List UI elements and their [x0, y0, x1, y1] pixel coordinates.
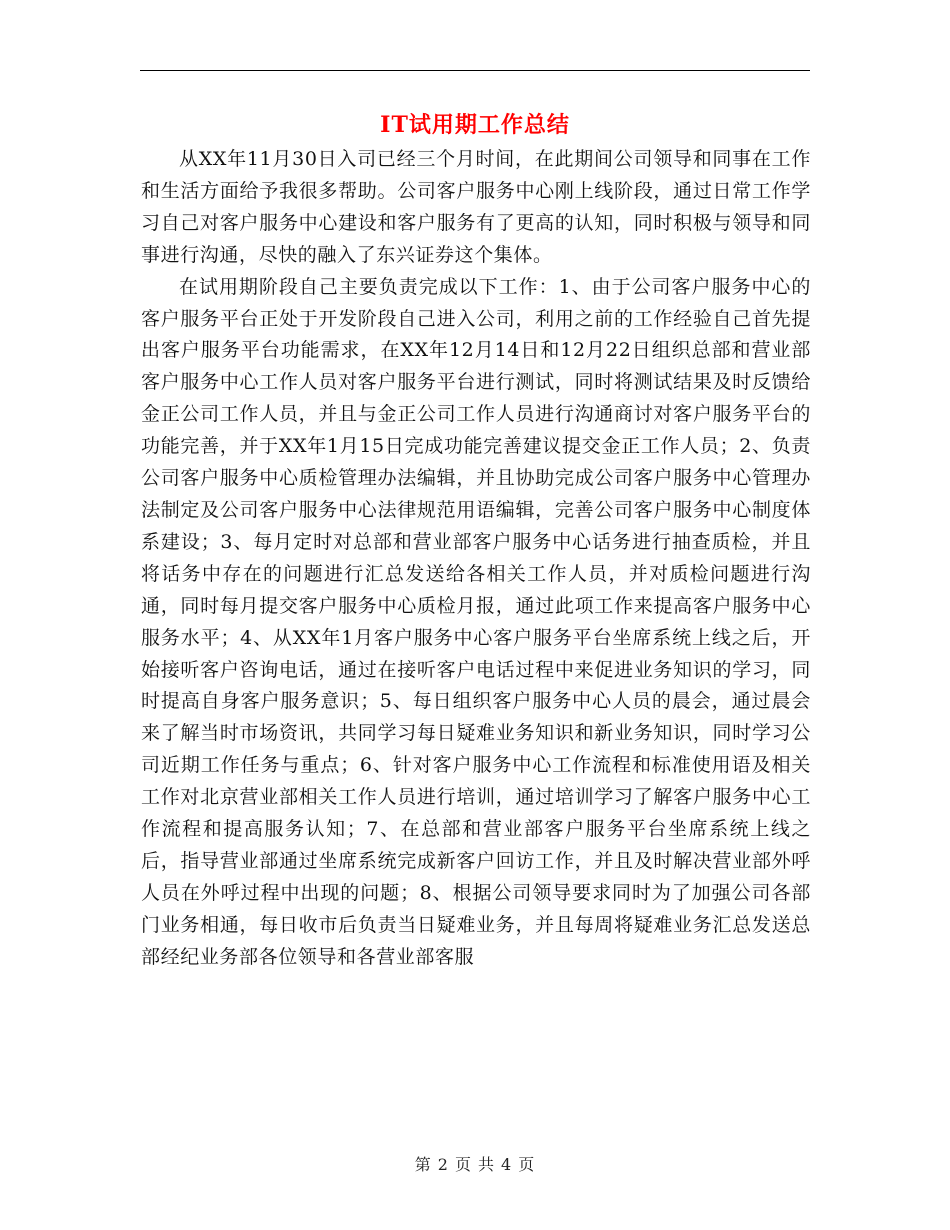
footer-current-page: 2 [437, 1155, 449, 1174]
footer-total-pages: 4 [501, 1155, 513, 1174]
paragraph-duties: 在试用期阶段自己主要负责完成以下工作：1、由于公司客户服务中心的客户服务平台正处于开发阶段自己进入公司，利用之前的工作经验自己首先提出客户服务平台功能需求，在XX年12月14日和12月22日组织总部和营业部客户服务中心工作人员对客户服务平台进行测试，同时将测试结果及时反馈给金正公司工作人员，并且与金正公司工作人员进行沟通商讨对客户服务平台的功能完善，并于XX年1月15日完成功能完善建议提交金正工作人员；2、负责公司客户服务中心质检管理办法编辑，并且协助完成公司客户服务中心管理办法制定及公司客户服务中心法律规范用语编辑，完善公司客户服务中心制度体系建设；3、每月定时对总部和营业部客户服务中心话务进行抽查质检，并且将话务中存在的问题进行汇总发送给各相关工作人员，并对质检问题进行沟通，同时每月提交客户服务中心质检月报，通过此项工作来提高客户服务中心服务水平；4、从XX年1月客户服务中心客户服务平台坐席系统上线之后，开始接听客户咨询电话，通过在接听客户电话过程中来促进业务知识的学习，同时提高自身客户服务意识；5、每日组织客户服务中心人员的晨会，通过晨会来了解当时市场资讯，共同学习每日疑难业务知识和新业务知识，同时学习公司近期工作任务与重点；6、针对客户服务中心工作流程和标准使用语及相关工作对北京营业部相关工作人员进行培训，通过培训学习了解客户服务中心工作流程和提高服务认知；7、在总部和营业部客户服务平台坐席系统上线之后，指导营业部通过坐席系统完成新客户回访工作，并且及时解决营业部外呼人员在外呼过程中出现的问题；8、根据公司领导要求同时为了加强公司各部门业务相通，每日收市后负责当日疑难业务，并且每周将疑难业务汇总发送总部经纪业务部各位领导和各营业部客服 [141, 275, 811, 968]
page-footer [0, 1152, 950, 1175]
footer-total-prefix: 共 [478, 1155, 496, 1174]
paragraph-intro: 从XX年11月30日入司已经三个月时间，在此期间公司领导和同事在工作和生活方面给予我很多帮助。公司客户服务中心刚上线阶段，通过日常工作学习自己对客户服务中心建设和客户服务有了更高的认知，同时积极与领导和同事进行沟通，尽快的融入了东兴证券这个集体。 [141, 148, 811, 266]
footer-page-unit: 页 [454, 1155, 472, 1174]
footer-prefix: 第 [414, 1155, 432, 1174]
header-rule [140, 70, 810, 71]
document-body [141, 144, 811, 974]
document-title: IT试用期工作总结 [380, 112, 570, 138]
footer-total-unit: 页 [518, 1155, 536, 1174]
